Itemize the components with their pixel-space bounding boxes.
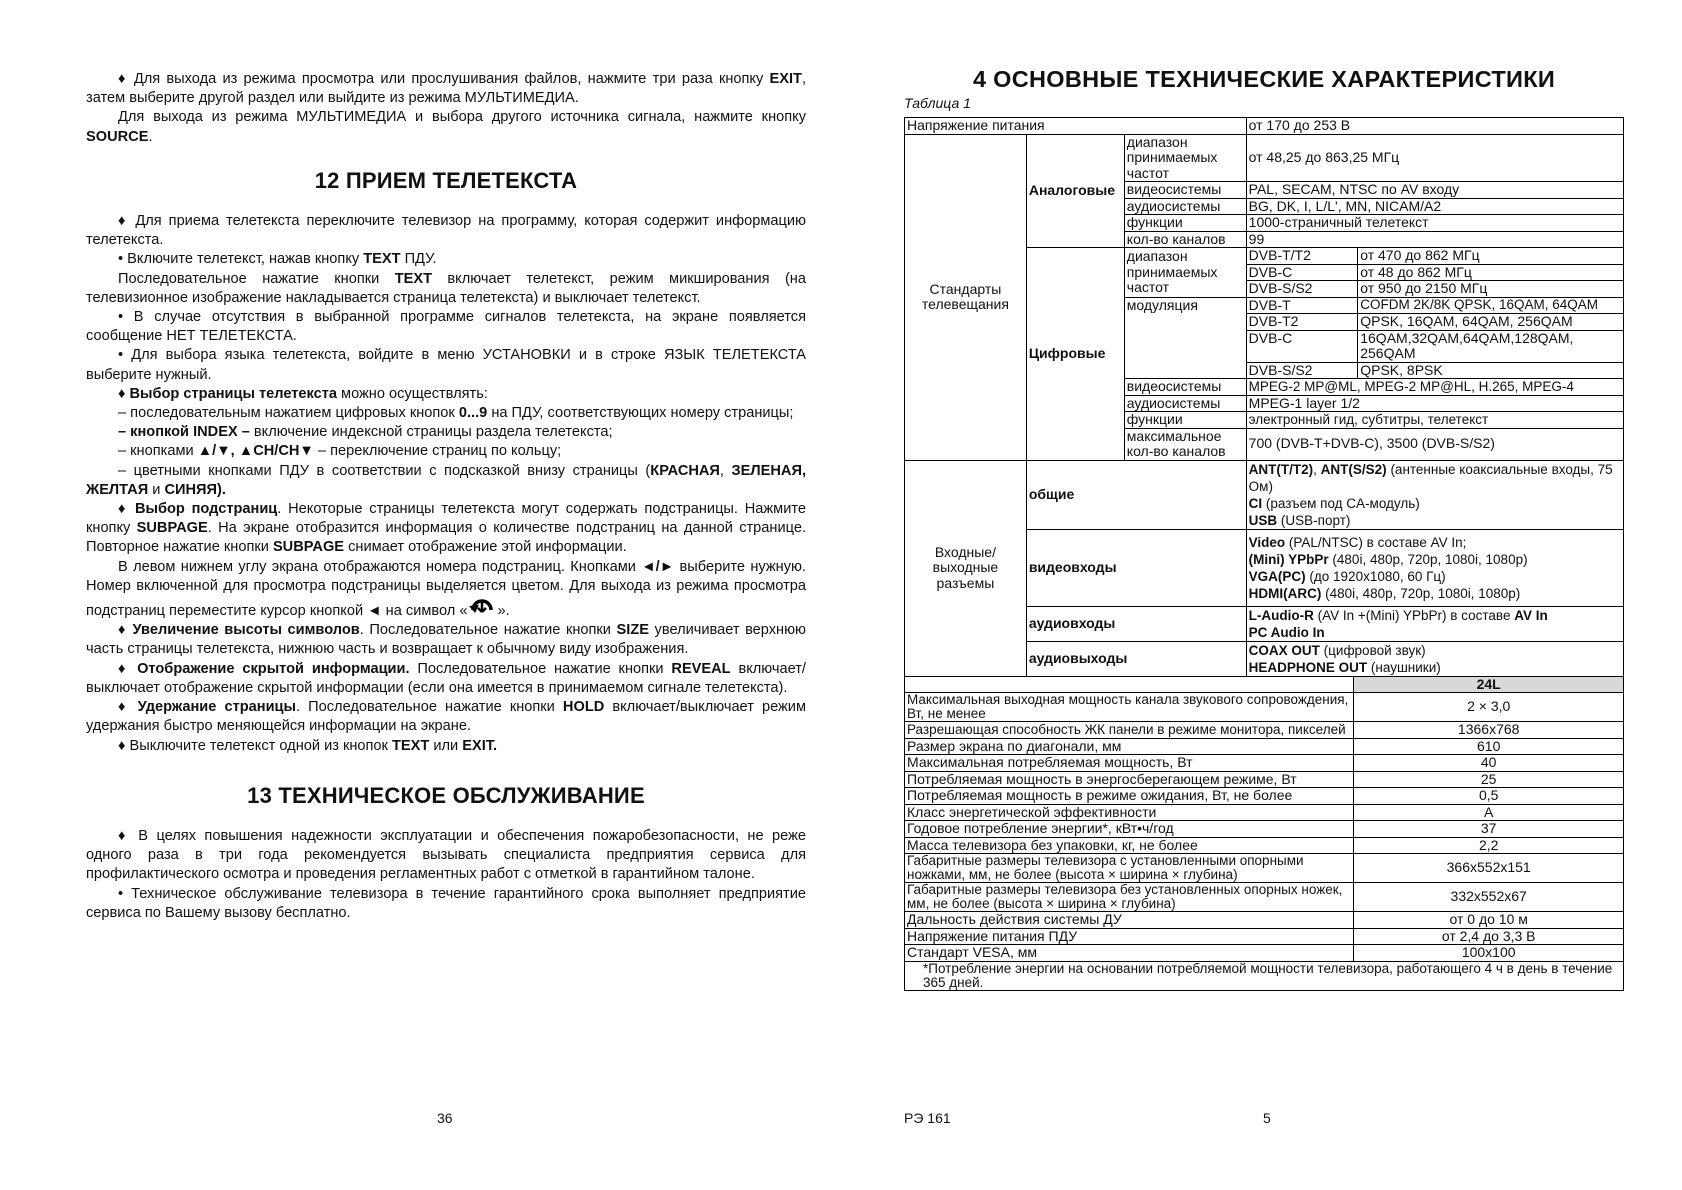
paragraph: ♦ Выбор подстраниц. Некоторые страницы телетекста могут содержать подстраницы. Нажмите кнопку SUBPAGE. На экране отобразится информация о количестве подстраниц на данной странице. Повторное нажатие кнопки SUBPAGE снимает отображение этой информации. — [86, 501, 807, 556]
return-icon — [467, 596, 497, 618]
paragraph: ♦ Для приема телетекста переключите телевизор на программу, которая содержит информацию телетекста. — [86, 213, 806, 249]
specs-table-model — [904, 677, 1624, 991]
spec-label: Максимальная потребляемая мощность, Вт — [905, 755, 1354, 772]
table-row: аудиосистемы BG, DK, I, L/L', MN, NICAM/A2 — [905, 198, 1624, 215]
table-row: видеовходы Video (PAL/NTSC) в составе AV In; (Mini) YPbPr (480i, 480p, 720p, 1080i, 1080p) VGA(PC) (до 1920x1080, 60 Гц) HDMI(ARC) (480i, 480p, 720p, 1080i, 1080p) — [905, 529, 1624, 606]
spec-value: 610 — [1354, 738, 1624, 755]
paragraph: • Техническое обслуживание телевизора в течение гарантийного срока выполняет предприятие сервиса по Вашему вызову бесплатно. — [86, 885, 806, 921]
spec-label: Разрешающая способность ЖК панели в режиме монитора, пикселей — [905, 722, 1354, 739]
spec-row — [905, 771, 1624, 788]
spec-row — [905, 788, 1624, 805]
paragraph: – цветными кнопками ПДУ в соответствии с подсказкой внизу страницы (КРАСНАЯ, ЗЕЛЕНАЯ, ЖЕЛТАЯ и СИНЯЯ). — [86, 462, 807, 498]
table-row: DVB-S/S2 QPSK, 8PSK — [905, 362, 1624, 379]
spec-value: 100x100 — [1354, 945, 1624, 962]
spec-label: Максимальная выходная мощность канала звукового сопровождения, Вт, не менее — [905, 693, 1354, 722]
paragraph: ♦ Выбор страницы телетекста можно осуществлять: — [118, 385, 488, 402]
table-row: видеосистемы MPEG-2 MP@ML, MPEG-2 MP@HL, H.265, MPEG-4 — [905, 379, 1624, 396]
spec-value: от 0 до 10 м — [1354, 912, 1624, 929]
table-row: модуляция DVB-T COFDM 2K/8K QPSK, 16QAM, 64QAM — [905, 297, 1624, 314]
right-page — [904, 66, 1624, 991]
paragraph: Последовательное нажатие кнопки TEXT включает телетекст, режим микширования (на телевизионное изображение накладывается страница телетекста) и выключает телетекст. — [86, 270, 806, 306]
table-row: функции 1000-страничный телетекст — [905, 215, 1624, 232]
table-row: аудиовходы L-Audio-R (AV In +(Mini) YPbPr) в составе AV In PC Audio In — [905, 606, 1624, 641]
doc-code: РЭ 161 — [904, 1110, 951, 1126]
spec-value: 37 — [1354, 821, 1624, 838]
table-row: аудиосистемы MPEG-1 layer 1/2 — [905, 395, 1624, 412]
spec-row — [905, 693, 1624, 722]
footnote-row: *Потребление энергии на основании потребляемой мощности телевизора, работающего 4 ч в день в течение 365 дней. — [905, 961, 1624, 990]
table-row: максимальное кол-во каналов 700 (DVB-T+DVB-C), 3500 (DVB-S/S2) — [905, 428, 1624, 460]
spec-label: Габаритные размеры телевизора без установленных опорных ножек, мм, не более (высота × ширина × глубина) — [905, 883, 1354, 912]
table-row: 24L — [905, 677, 1624, 693]
spec-row — [905, 738, 1624, 755]
spec-label: Потребляемая мощность в режиме ожидания, Вт, не более — [905, 788, 1354, 805]
spec-row — [905, 912, 1624, 929]
spec-value: 40 — [1354, 755, 1624, 772]
spec-row — [905, 883, 1624, 912]
spec-value: 366x552x151 — [1354, 854, 1624, 883]
spec-label: Габаритные размеры телевизора с установленными опорными ножками, мм, не более (высота × ширина × глубина) — [905, 854, 1354, 883]
table-row: функции электронный гид, субтитры, телетекст — [905, 412, 1624, 429]
table-row: DVB-S/S2 от 950 до 2150 МГц — [905, 281, 1624, 298]
spec-row — [905, 837, 1624, 854]
paragraph: – кнопками ▲/▼, ▲CH/CH▼ – переключение страниц по кольцу; — [118, 443, 562, 460]
spec-row — [905, 804, 1624, 821]
page-number-left: 36 — [437, 1110, 453, 1126]
table-row: Стандарты телевещания Аналоговые диапазон принимаемых частот от 48,25 до 863,25 МГц — [905, 134, 1624, 182]
section-heading-12: 12 ПРИЕМ ТЕЛЕТЕКСТА — [314, 167, 578, 193]
spec-row — [905, 945, 1624, 962]
paragraph: • Для выбора языка телетекста, войдите в меню УСТАНОВКИ и в строке ЯЗЫК ТЕЛЕТЕКСТА выберите нужный. — [86, 347, 806, 383]
table-row: DVB-T2 QPSK, 16QAM, 64QAM, 256QAM — [905, 314, 1624, 331]
table-row: кол-во каналов 99 — [905, 231, 1624, 248]
spec-value: 0,5 — [1354, 788, 1624, 805]
spec-value: 332x552x67 — [1354, 883, 1624, 912]
spec-value: A — [1354, 804, 1624, 821]
paragraph: ♦ Выключите телетекст одной из кнопок TEXT или EXIT. — [118, 737, 498, 754]
table-row: DVB-C 16QAM,32QAM,64QAM,128QAM, 256QAM — [905, 330, 1624, 362]
spec-row — [905, 722, 1624, 739]
spec-row — [905, 755, 1624, 772]
spec-label: Годовое потребление энергии*, кВт•ч/год — [905, 821, 1354, 838]
table-caption: Таблица 1 — [904, 95, 971, 111]
paragraph: ♦ Для выхода из режима просмотра или прослушивания файлов, нажмите три раза кнопку EXIT, затем выберите другой раздел или выйдите из режима МУЛЬТИМЕДИА. — [86, 71, 806, 107]
paragraph: • Включите телетекст, нажав кнопку TEXT ПДУ. — [118, 251, 437, 268]
spec-label: Стандарт VESA, мм — [905, 945, 1354, 962]
spec-label: Дальность действия системы ДУ — [905, 912, 1354, 929]
paragraph: Для выхода из режима МУЛЬТИМЕДИА и выбора другого источника сигнала, нажмите кнопку SOURCE. — [86, 109, 806, 145]
paragraph: ♦ Увеличение высоты символов. Последовательное нажатие кнопки SIZE увеличивает верхнюю часть страницы телетекста, нижнюю часть и возвращает к обычному виду изображения. — [86, 622, 806, 658]
table-row: Входные/ выходные разъемы общие ANT(T/T2), ANT(S/S2) (антенные коаксиальные входы, 75 Ом) CI (разъем под CA-модуль) USB (USB-порт) — [905, 460, 1624, 529]
table-row: Напряжение питания от 170 до 253 В — [905, 118, 1624, 135]
left-page — [86, 70, 806, 923]
spec-label: Напряжение питания ПДУ — [905, 928, 1354, 945]
spec-row — [905, 854, 1624, 883]
spec-value: 1366x768 — [1354, 722, 1624, 739]
spec-row — [905, 821, 1624, 838]
paragraph: ♦ Отображение скрытой информации. Последовательное нажатие кнопки REVEAL включает/выключает отображение скрытой информации (если она имеется в принимаемом сигнале телетекста). — [86, 660, 806, 696]
spec-label: Масса телевизора без упаковки, кг, не более — [905, 837, 1354, 854]
paragraph: ♦ Удержание страницы. Последовательное нажатие кнопки HOLD включает/выключает режим удержания быстро меняющейся информации на экране. — [86, 699, 806, 735]
page-title: 4 ОСНОВНЫЕ ТЕХНИЧЕСКИЕ ХАРАКТЕРИСТИКИ — [972, 66, 1556, 92]
spec-value: 2 × 3,0 — [1354, 693, 1624, 722]
paragraph: – кнопкой INDEX – включение индексной страницы раздела телетекста; — [118, 424, 613, 441]
table-row: видеосистемы PAL, SECAM, NTSC по AV входу — [905, 182, 1624, 199]
section-heading-13: 13 ТЕХНИЧЕСКОЕ ОБСЛУЖИВАНИЕ — [247, 782, 645, 808]
table-row: Цифровые диапазон принимаемых частот DVB-T/T2 от 470 до 862 МГц — [905, 248, 1624, 265]
spec-label: Размер экрана по диагонали, мм — [905, 738, 1354, 755]
spec-label: Класс энергетической эффективности — [905, 804, 1354, 821]
paragraph: • В случае отсутствия в выбранной программе сигналов телетекста, на экране появляется сообщение НЕТ ТЕЛЕТЕКСТА. — [86, 309, 806, 345]
table-row: аудиовыходы COAX OUT (цифровой звук) HEADPHONE OUT (наушники) — [905, 641, 1624, 676]
table-row: DVB-C от 48 до 862 МГц — [905, 264, 1624, 281]
paragraph: ♦ В целях повышения надежности эксплуатации и обеспечения пожаробезопасности, не реже одного раза в три года рекомендуется вызывать специалиста предприятия сервиса для профилактического осмотра и проведения регламентных работ с отметкой в гарантийном талоне. — [86, 827, 806, 883]
paragraph: – последовательным нажатием цифровых кнопок 0...9 на ПДУ, соответствующих номеру страницы; — [118, 405, 794, 422]
spec-label: Потребляемая мощность в энергосберегающем режиме, Вт — [905, 771, 1354, 788]
page-number-right: 5 — [1263, 1110, 1271, 1126]
specs-table — [904, 117, 1624, 677]
spec-value: от 2,4 до 3,3 В — [1354, 928, 1624, 945]
spec-row — [905, 928, 1624, 945]
spec-value: 2,2 — [1354, 837, 1624, 854]
paragraph: В левом нижнем углу экрана отображаются номера подстраниц. Кнопками ◄/► выберите нужную. Номер включенной для просмотра подстраницы выделяется цветом. Для выхода из режима просмотра подстраниц переместите курсор кнопкой ◄ на символ « ». — [86, 558, 806, 620]
spec-value: 25 — [1354, 771, 1624, 788]
